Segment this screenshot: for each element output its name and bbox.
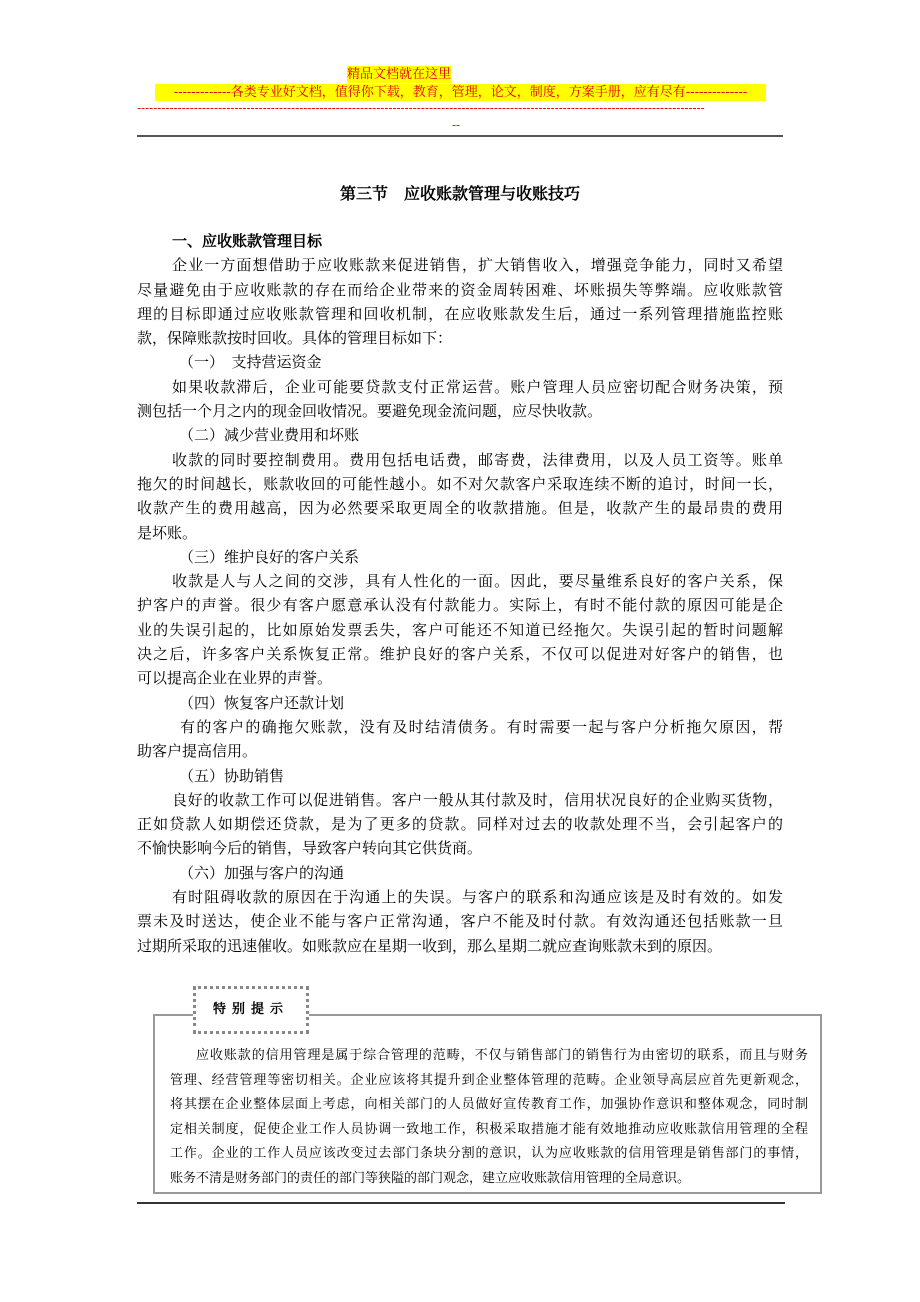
text-line: 有的客户的确拖欠账款，没有及时结清债务。有时需要一起与客户分析拖欠原因，帮: [180, 717, 783, 736]
tip-line: 工作。企业的工作人员应该改变过去部门条块分割的意识，认为应收账款的信用管理是销售部门的事情，: [170, 1146, 808, 1161]
subheading: （一） 支持营运资金: [179, 353, 322, 372]
text-line: 良好的收款工作可以促进销售。客户一般从其付款及时，信用状况良好的企业购买货物，: [172, 790, 783, 809]
subheading: （五）协助销售: [179, 766, 285, 785]
text-line: 决之后，许多客户关系恢复正常。维护良好的客户关系，不仅可以促进对好客户的销售，也: [137, 645, 783, 664]
text-line: 拖欠的时间越长，账款收回的可能性越小。如不对欠款客户采取连续不断的追讨，时间一长，: [137, 474, 783, 493]
tip-line: 将其摆在企业整体层面上考虑，向相关部门的人员做好宣传教育工作，加强协作意识和整体观念，同时制: [170, 1097, 808, 1112]
text-line: 如果收款滞后，企业可能要贷款支付正常运营。账户管理人员应密切配合财务决策，预: [172, 377, 783, 396]
header-dashed-line-tail: --: [452, 118, 461, 132]
text-line: 过期所采取的迅速催收。如账款应在星期一收到，那么星期二就应查询账款未到的原因。: [137, 936, 723, 955]
tip-line: 管理、经营管理等密切相关。企业应该将其提升到企业整体管理的范畴。企业领导高层应首先更新观念，: [170, 1072, 808, 1088]
subheading: （四）恢复客户还款计划: [179, 693, 345, 712]
text-line: 护客户的声誉。很少有客户愿意承认没有付款能力。实际上，有时不能付款的原因可能是企: [137, 596, 783, 615]
tip-line: 账务不清是财务部门的责任的部门等狭隘的部门观念，建立应收账款信用管理的全局意识。: [170, 1170, 691, 1186]
text-line: 票未及时送达，使企业不能与客户正常沟通，客户不能及时付款。有效沟通还包括账款一旦: [137, 912, 783, 931]
text-line: 测包括一个月之内的现金回收情况。要避免现金流问题，应尽快收款。: [137, 402, 603, 421]
header-banner-subtitle: -------------各类专业好文档，值得你下载，教育，管理，论文，制度，方案手册，应有尽有--------------: [155, 84, 766, 101]
text-line: 款，保障账款按时回收。具体的管理目标如下：: [137, 329, 453, 348]
text-line: 企业一方面想借助于应收账款来促进销售，扩大销售收入，增强竞争能力，同时又希望: [172, 256, 783, 275]
header-rule: [137, 135, 783, 137]
text-line: 业的失误引起的，比如原始发票丢失，客户可能还不知道已经拖欠。失误引起的暂时问题解: [137, 620, 783, 639]
tip-text: [170, 1044, 808, 1191]
subheading: （三）维护良好的客户关系: [179, 547, 360, 566]
header-dashed-line: --------------------------------------------------------------------------------------------------------------------------------------------: [137, 101, 705, 115]
text-line: 尽量避免由于应收账款的存在而给企业带来的资金周转困难、坏账损失等弊端。应收账款管: [137, 280, 783, 299]
text-line: 是坏账。: [137, 523, 198, 542]
text-line: 理的目标即通过应收账款管理和回收机制，在应收账款发生后，通过一系列管理措施监控账: [137, 304, 783, 323]
text-line: 可以提高企业在业界的声誉。: [137, 669, 333, 688]
tip-line: 定相关制度，促使企业工作人员协调一致地工作，积极采取措施才能有效地推动应收账款信用管理的全程: [170, 1121, 808, 1137]
text-line: 收款产生的费用越高，因为必然要采取更周全的收款措施。但是，收款产生的最昂贵的费用: [137, 499, 783, 518]
section-heading: 一、应收账款管理目标: [172, 232, 323, 250]
text-line: 助客户提高信用。: [137, 742, 258, 761]
section-title: 第三节 应收账款管理与收账技巧: [339, 184, 580, 203]
subheading: （六）加强与客户的沟通: [179, 863, 345, 882]
header-banner-title: 精品文档就在这里: [347, 67, 452, 82]
tip-line: 应收账款的信用管理是属于综合管理的范畴，不仅与销售部门的销售行为由密切的联系，而且与财务: [196, 1048, 808, 1063]
text-line: 收款的同时要控制费用。费用包括电话费，邮寄费，法律费用，以及人员工资等。账单: [172, 450, 783, 469]
tip-label: 特别提示: [193, 986, 309, 1034]
footer-rule: [137, 1202, 785, 1204]
text-line: 不愉快影响今后的销售，导致客户转向其它供货商。: [137, 839, 483, 858]
body-text: [137, 229, 783, 958]
text-line: 收款是人与人之间的交涉，具有人性化的一面。因此，要尽量维系良好的客户关系，保: [172, 572, 783, 591]
text-line: 有时阻碍收款的原因在于沟通上的失误。与客户的联系和沟通应该是及时有效的。如发: [172, 888, 783, 907]
text-line: 正如贷款人如期偿还贷款，是为了更多的贷款。同样对过去的收款处理不当，会引起客户的: [137, 815, 783, 834]
subheading: （二）减少营业费用和坏账: [179, 426, 360, 445]
